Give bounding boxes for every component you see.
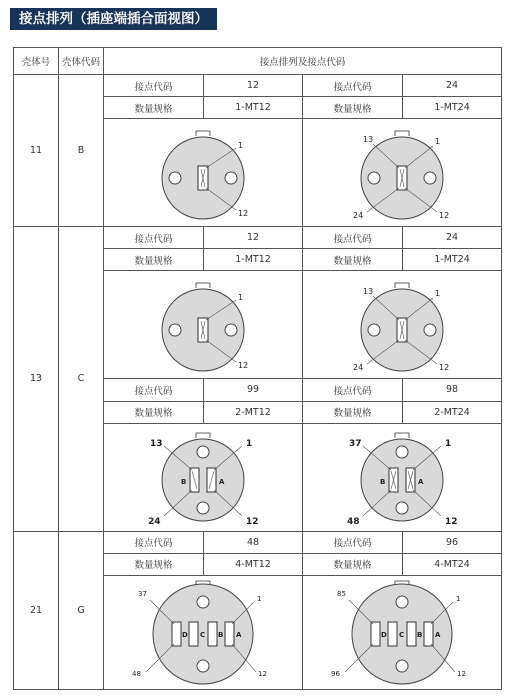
pin-label: 48 [347,517,360,528]
connector-diagram-cell [104,575,303,689]
header-shell-code: 壳体代码 [59,48,104,75]
contact-code: 99 [204,379,303,401]
spec-label: 数量规格 [104,97,204,119]
connector-diagram-cell [303,575,502,689]
pin-label: 12 [246,517,259,528]
spec-label: 数量规格 [303,401,403,423]
code-label: 接点代码 [104,75,204,97]
module-label: B [181,478,187,487]
pin-label: 12 [439,362,450,372]
contact-code: 48 [204,531,303,553]
pin-label: 12 [238,208,249,218]
module-label: B [380,478,386,487]
quantity-spec: 2-MT12 [204,401,303,423]
code-label: 接点代码 [104,531,204,553]
quantity-spec: 1-MT12 [204,249,303,271]
spec-label: 数量规格 [104,249,204,271]
page-title: 接点排列（插座端插合面视图） [10,8,217,30]
pin-label: 1 [257,595,262,604]
spec-label: 数量规格 [303,553,403,575]
pin-label: 13 [363,134,374,144]
pin-label: 48 [132,670,141,679]
code-label: 接点代码 [104,227,204,249]
pin-label: 1 [445,439,452,450]
connector-diagram-cell [303,271,502,379]
module-label: C [399,631,405,640]
spec-label: 数量规格 [104,401,204,423]
pin-label: 1 [238,292,244,302]
pin-label: 37 [138,590,147,599]
shell-number: 21 [14,531,59,689]
connector-face-diagram [104,272,303,378]
connector-diagram-cell [303,423,502,531]
shell-code: G [59,531,104,689]
pin-label: 12 [439,210,450,220]
pin-label: 13 [150,439,163,450]
pin-label: 85 [337,590,346,599]
pin-label: 13 [363,286,374,296]
connector-diagram-cell [104,271,303,379]
quantity-spec: 4-MT24 [403,553,502,575]
module-label: D [381,631,387,640]
module-label: B [417,631,423,640]
pin-label: 12 [457,670,466,679]
pin-label: 1 [456,595,461,604]
quantity-spec: 2-MT24 [403,401,502,423]
code-label: 接点代码 [303,531,403,553]
header-arrangement: 接点排列及接点代码 [104,48,502,75]
module-label: D [182,631,188,640]
code-label: 接点代码 [303,227,403,249]
pin-label: 12 [258,670,267,679]
pin-label: 1 [246,439,253,450]
pin-label: 24 [148,517,161,528]
contact-code: 12 [204,227,303,249]
quantity-spec: 1-MT24 [403,97,502,119]
shell-number: 11 [14,75,59,227]
spec-label: 数量规格 [104,553,204,575]
contact-code: 12 [204,75,303,97]
contact-code: 24 [403,227,502,249]
connector-face-diagram [303,576,502,688]
pin-label: 24 [353,362,364,372]
module-label: A [219,478,225,487]
connector-diagram-cell [104,119,303,227]
module-label: A [236,631,242,640]
quantity-spec: 1-MT12 [204,97,303,119]
pin-label: 24 [353,210,364,220]
pin-label: 37 [349,439,362,450]
connector-face-diagram [104,576,303,688]
shell-code: C [59,227,104,531]
shell-code: B [59,75,104,227]
module-label: B [218,631,224,640]
module-label: A [418,478,424,487]
spec-label: 数量规格 [303,249,403,271]
contact-code: 98 [403,379,502,401]
module-label: C [200,631,206,640]
connector-diagram-cell [104,423,303,531]
connector-face-diagram [303,272,502,378]
connector-face-diagram [303,120,502,226]
pin-label: 1 [435,288,441,298]
connector-face-diagram [104,424,303,530]
code-label: 接点代码 [303,379,403,401]
module-label: A [435,631,441,640]
quantity-spec: 1-MT24 [403,249,502,271]
code-label: 接点代码 [104,379,204,401]
contact-code: 24 [403,75,502,97]
code-label: 接点代码 [303,75,403,97]
pin-label: 12 [238,360,249,370]
connector-face-diagram [104,120,303,226]
contact-code: 96 [403,531,502,553]
header-shell-no: 壳体号 [14,48,59,75]
pin-label: 12 [445,517,458,528]
quantity-spec: 4-MT12 [204,553,303,575]
shell-number: 13 [14,227,59,531]
spec-label: 数量规格 [303,97,403,119]
connector-face-diagram [303,424,502,530]
pin-label: 96 [331,670,340,679]
pin-label: 1 [238,140,244,150]
connector-diagram-cell [303,119,502,227]
pin-label: 1 [435,136,441,146]
contact-arrangement-table [13,47,502,690]
